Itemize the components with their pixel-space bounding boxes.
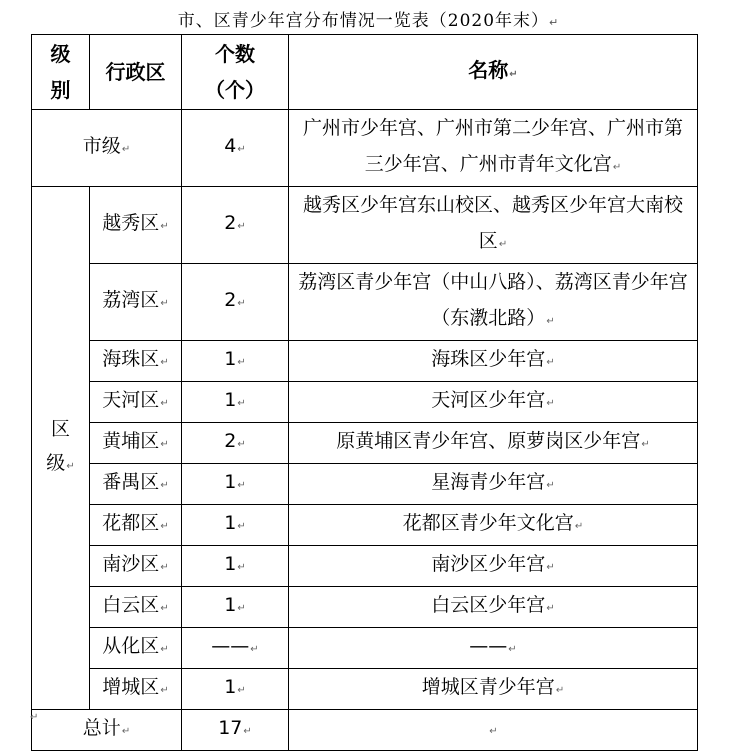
table-row-city (32, 110, 698, 187)
names-cell: 原黄埔区青少年宫、原萝岗区少年宫↵ (289, 423, 698, 464)
count-cell: 1↵ (182, 341, 289, 382)
youth-palace-table (31, 34, 698, 751)
total-label-cell: 总计↵ (32, 710, 182, 751)
city-count-cell: 4↵ (182, 110, 289, 187)
header-district: 行政区 (90, 35, 182, 110)
district-cell: 黄埔区↵ (90, 423, 182, 464)
count-cell: 1↵ (182, 464, 289, 505)
names-cell: 南沙区少年宫↵ (289, 546, 698, 587)
table-row (32, 382, 698, 423)
header-count: 个数 （个） (182, 35, 289, 110)
table-title: 市、区青少年宫分布情况一览表（2020年末）↵ (177, 11, 560, 31)
table-row (32, 341, 698, 382)
district-cell: 花都区↵ (90, 505, 182, 546)
district-level-cell: 区 级↵ (32, 187, 90, 710)
city-names-cell: 广州市少年宫、广州市第二少年宫、广州市第三少年宫、广州市青年文化宫↵ (289, 110, 698, 187)
total-count-cell: 17↵ (182, 710, 289, 751)
table-row (32, 187, 698, 264)
table-row (32, 464, 698, 505)
count-cell: 2↵ (182, 423, 289, 464)
header-name: 名称↵ (289, 35, 698, 110)
names-cell: 海珠区少年宫↵ (289, 341, 698, 382)
district-cell: 海珠区↵ (90, 341, 182, 382)
count-cell: 1↵ (182, 669, 289, 710)
count-cell: 1↵ (182, 546, 289, 587)
table-row (32, 423, 698, 464)
district-cell: 天河区↵ (90, 382, 182, 423)
names-cell: 星海青少年宫↵ (289, 464, 698, 505)
district-cell: 越秀区↵ (90, 187, 182, 264)
count-cell: 2↵ (182, 187, 289, 264)
names-cell: ——↵ (289, 628, 698, 669)
table-row (32, 587, 698, 628)
header-row (32, 35, 698, 110)
table-row (32, 546, 698, 587)
district-cell: 增城区↵ (90, 669, 182, 710)
district-cell: 白云区↵ (90, 587, 182, 628)
total-names-cell: ↵ (289, 710, 698, 751)
table-row (32, 505, 698, 546)
names-cell: 荔湾区青少年宫（中山八路）、荔湾区青少年宫（东漖北路）↵ (289, 264, 698, 341)
paragraph-mark: ↵ (30, 712, 39, 723)
table-row (32, 669, 698, 710)
names-cell: 天河区少年宫↵ (289, 382, 698, 423)
names-cell: 增城区青少年宫↵ (289, 669, 698, 710)
count-cell: 1↵ (182, 587, 289, 628)
table-row (32, 628, 698, 669)
count-cell: 1↵ (182, 505, 289, 546)
district-cell: 荔湾区↵ (90, 264, 182, 341)
district-cell: 从化区↵ (90, 628, 182, 669)
names-cell: 花都区青少年文化宫↵ (289, 505, 698, 546)
district-cell: 番禺区↵ (90, 464, 182, 505)
names-cell: 白云区少年宫↵ (289, 587, 698, 628)
table-row-total (32, 710, 698, 751)
count-cell: ——↵ (182, 628, 289, 669)
count-cell: 1↵ (182, 382, 289, 423)
count-cell: 2↵ (182, 264, 289, 341)
names-cell: 越秀区少年宫东山校区、越秀区少年宫大南校区↵ (289, 187, 698, 264)
district-cell: 南沙区↵ (90, 546, 182, 587)
header-level: 级 别 (32, 35, 90, 110)
table-row (32, 264, 698, 341)
city-level-cell: 市级↵ (32, 110, 182, 187)
